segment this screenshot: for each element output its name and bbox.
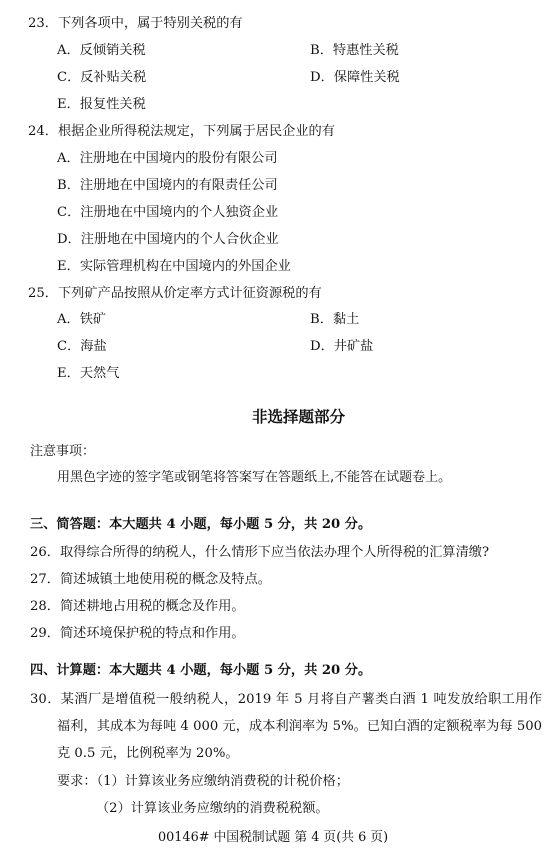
q25-option-d: D．井矿盐: [310, 339, 374, 354]
q24-option-e: E．实际管理机构在中国境内的外国企业: [57, 259, 291, 274]
notice-text: 用黑色字迹的签字笔或钢笔将答案写在答题纸上,不能答在试题卷上。: [57, 470, 452, 485]
q24-option-b: B．注册地在中国境内的有限责任公司: [57, 178, 278, 193]
q30-line3: 克 0.5 元，比例税率为 20%。: [57, 746, 239, 761]
section-title: 非选择题部分: [252, 408, 346, 426]
q23-option-e: E．报复性关税: [57, 97, 146, 112]
q24-option-a: A．注册地在中国境内的股份有限公司: [57, 151, 278, 166]
q24-stem: 24．根据企业所得税法规定，下列属于居民企业的有: [28, 124, 335, 139]
q28-text: 28．简述耕地占用税的概念及作用。: [30, 599, 245, 614]
q24-option-d: D．注册地在中国境内的个人合伙企业: [57, 232, 279, 247]
notice-label: 注意事项：: [30, 444, 96, 459]
q25-option-e: E．天然气: [57, 366, 120, 381]
q30-requirement-1: 要求：（1）计算该业务应缴纳消费税的计税价格；: [57, 774, 349, 789]
q30-requirement-2: （2）计算该业务应缴纳的消费税税额。: [96, 801, 329, 816]
q25-option-b: B．黏土: [310, 312, 360, 327]
q23-option-b: B．特惠性关税: [310, 43, 399, 58]
q25-stem: 25．下列矿产品按照从价定率方式计征资源税的有: [28, 286, 322, 301]
q30-line1: 30．某酒厂是增值税一般纳税人，2019 年 5 月将自产薯类白酒 1 吨发放给职工用作: [30, 692, 542, 707]
q25-option-a: A．铁矿: [57, 312, 107, 327]
q23-option-a: A．反倾销关税: [57, 43, 146, 58]
q23-option-c: C．反补贴关税: [57, 70, 147, 85]
q24-option-c: C．注册地在中国境内的个人独资企业: [57, 205, 279, 220]
q23-stem: 23．下列各项中，属于特别关税的有: [28, 16, 243, 31]
q29-text: 29．简述环境保护税的特点和作用。: [30, 626, 245, 641]
q23-option-d: D．保障性关税: [310, 70, 400, 85]
page-footer: 00146# 中国税制试题 第 4 页(共 6 页): [158, 830, 389, 845]
q26-text: 26．取得综合所得的纳税人，什么情形下应当依法办理个人所得税的汇算清缴?: [30, 545, 490, 560]
q25-option-c: C．海盐: [57, 339, 107, 354]
part4-header: 四、计算题：本大题共 4 小题，每小题 5 分，共 20 分。: [30, 663, 372, 678]
q27-text: 27．简述城镇土地使用税的概念及特点。: [30, 572, 271, 587]
part3-header: 三、简答题：本大题共 4 小题，每小题 5 分，共 20 分。: [30, 517, 372, 532]
q30-line2: 福利，其成本为每吨 4 000 元，成本利润率为 5%。已知白酒的定额税率为每 500: [57, 719, 542, 734]
